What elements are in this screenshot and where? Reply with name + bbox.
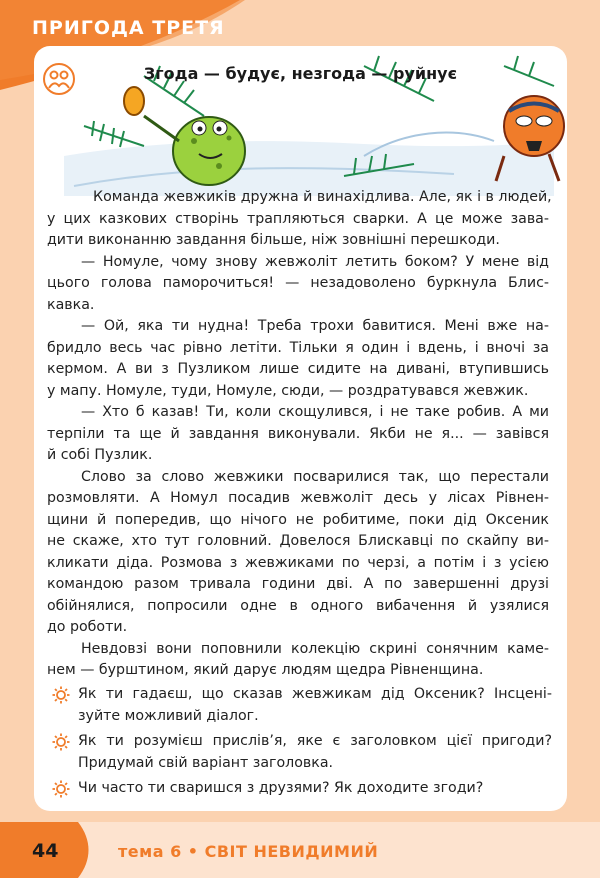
chapter-title: ПРИГОДА ТРЕТЯ <box>32 17 225 39</box>
paragraph-6 <box>47 639 549 682</box>
text-line: не скаже, хто тут головний. Довелося Блискавці по скайпу ви- <box>47 533 549 549</box>
sun-icon <box>52 686 70 704</box>
question-line: Як ти розумієш прислів’я, яке є заголовком цієї пригоди? <box>78 733 552 749</box>
text-line: розмовляти. А Номул посадив жевжоліт десь у лісах Рівнен- <box>47 490 549 506</box>
question-line: Придумай свій варіант заголовка. <box>78 754 334 771</box>
text-line: нем — бурштином, який дарує людям щедра Рівненщина. <box>47 662 484 678</box>
text-line: кермом. А ви з Пузликом лише сидите на дивані, втупившись <box>47 361 549 377</box>
paragraph-5 <box>47 467 549 639</box>
text-line: Невдовзі вони поповнили колекцію скрині сонячним каме- <box>81 640 549 657</box>
question-item <box>52 684 552 727</box>
question-line: Чи часто ти сваришся з друзями? Як доходите згоди? <box>78 780 484 796</box>
question-line: Як ти гадаєш, що сказав жевжикам дід Оксеник? Інсцені- <box>78 686 552 702</box>
text-line: — Хто б казав! Ти, коли скощулився, і не таке робив. А ми <box>81 404 549 420</box>
text-line: цього голова паморочиться! — незадоволено буркнула Блис- <box>47 275 549 291</box>
text-line: дити виконанню завдання більше, ніж зовнішні перешкоди. <box>47 232 500 248</box>
text-line: терпіли та ще й завдання виконували. Якби не я... — завівся <box>47 425 549 442</box>
page-number: 44 <box>32 840 59 862</box>
text-line: й собі Пузлик. <box>47 447 153 463</box>
text-line: командою разом тривала години дві. А по завершенні друзі <box>47 576 549 592</box>
questions-list <box>52 684 552 804</box>
sun-icon <box>52 733 70 751</box>
topic-title: СВІТ НЕВИДИМИЙ <box>204 842 379 861</box>
question-line: зуйте можливий діалог. <box>78 707 259 724</box>
sun-icon <box>52 780 70 798</box>
text-line: у мапу. Номуле, туди, Номуле, сюди, — роздратувався жевжик. <box>47 382 529 399</box>
text-line: кавка. <box>47 296 95 313</box>
text-line: Команда жевжиків дружна й винахідлива. Але, як і в людей, <box>93 189 552 205</box>
story-title: Згода — будує, незгода — руйнує <box>143 64 458 83</box>
paragraph-3 <box>47 316 549 402</box>
text-line: кликати діда. Розмова з жевжиками по черзі, а потім і з усією <box>47 554 549 571</box>
text-line: щини й попередив, що нічого не робитиме, поки дід Оксеник <box>47 511 549 528</box>
paragraph-1 <box>47 187 552 252</box>
story-text <box>47 187 552 682</box>
text-line: — Номуле, чому знову жевжоліт летить боком? У мене від <box>81 253 549 270</box>
question-item <box>52 731 552 774</box>
text-line: обійнялися, попросили одне в одного вибачення й узялися <box>47 597 549 614</box>
text-line: до роботи. <box>47 619 128 635</box>
text-line: бридло весь час рівно летіти. Тільки я один і вдень, і вночі за <box>47 339 549 356</box>
question-item <box>52 778 552 800</box>
text-line: Слово за слово жевжики посварилися так, що перестали <box>81 468 549 485</box>
paragraph-4 <box>47 402 549 467</box>
topic-label: тема 6 <box>118 842 182 861</box>
topic-separator: • <box>187 842 199 861</box>
footer-topic <box>118 842 378 861</box>
text-line: — Ой, яка ти нудна! Треба трохи бавитися. Мені вже на- <box>81 318 549 334</box>
text-line: у цих казкових створінь трапляються сварки. А це може зава- <box>47 210 549 227</box>
paragraph-2 <box>47 252 549 317</box>
